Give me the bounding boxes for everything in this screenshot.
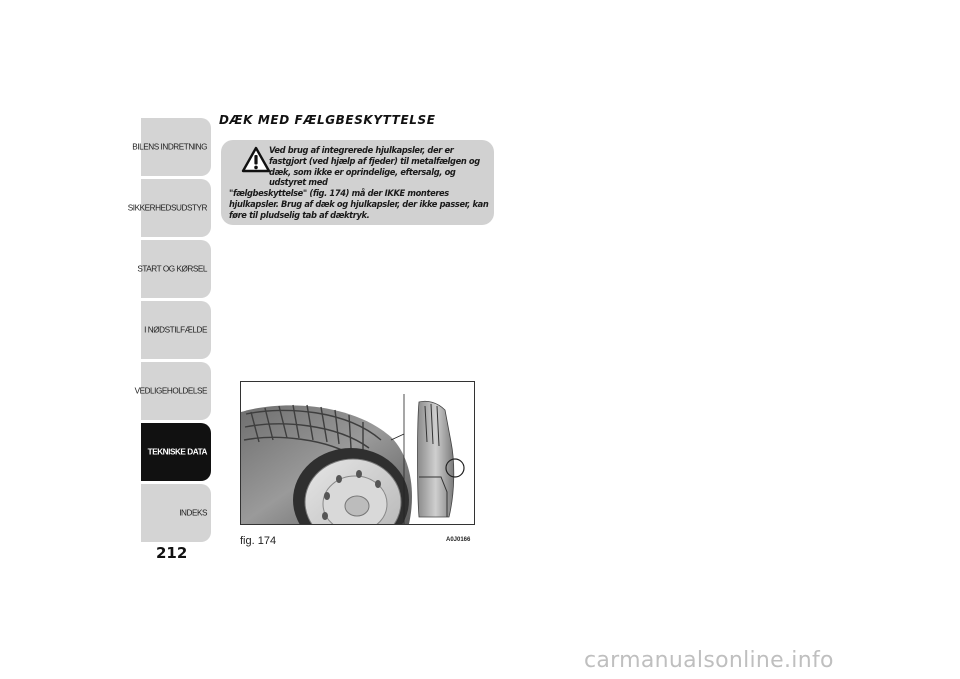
tab-label: START OG KØRSEL <box>137 264 207 274</box>
tab-label: TEKNISKE DATA <box>147 447 207 457</box>
figure-caption: fig. 174 <box>240 535 277 547</box>
warning-text-lead: Ved brug af integrerede hjulkapsler, der er fastgjort (ved hjælp af fjeder) til metalfælgen og dæk, som ikke er oprindelige, eftersalg, og udstyret med <box>269 145 480 189</box>
tab-label: I NØDSTILFÆLDE <box>144 325 207 335</box>
tab-sikkerhedsudstyr[interactable] <box>127 179 211 237</box>
figure-174 <box>240 381 475 525</box>
tab-label: SIKKERHEDSUDSTYR <box>127 203 207 213</box>
page-number: 212 <box>156 544 188 562</box>
tab-i-nodstilfaelde[interactable] <box>141 301 211 359</box>
tab-label: BILENS INDRETNING <box>132 142 207 152</box>
section-heading: DÆK MED FÆLGBESKYTTELSE <box>219 113 436 127</box>
tab-tekniske-data[interactable] <box>141 423 211 481</box>
tab-vedligeholdelse[interactable] <box>134 362 211 420</box>
warning-text <box>229 146 489 222</box>
watermark: carmanualsonline.info <box>584 648 834 673</box>
tire-rim-illustration <box>241 382 474 524</box>
tab-label: INDEKS <box>179 508 207 518</box>
tab-indeks[interactable] <box>141 484 211 542</box>
warning-text-rest: "fælgbeskyttelse" (fig. 174) må der IKKE monteres hjulkapsler. Brug af dæk og hjulkapsler, der ikke passer, kan føre til pludselig tab af dæktryk. <box>229 188 489 221</box>
tab-start-og-korsel[interactable] <box>137 240 211 298</box>
figure-code: A0J0166 <box>446 537 471 543</box>
tab-bilens-indretning[interactable] <box>132 118 211 176</box>
chapter-tabs <box>127 118 211 545</box>
tab-label: VEDLIGEHOLDELSE <box>134 386 207 396</box>
warning-box <box>221 140 494 225</box>
